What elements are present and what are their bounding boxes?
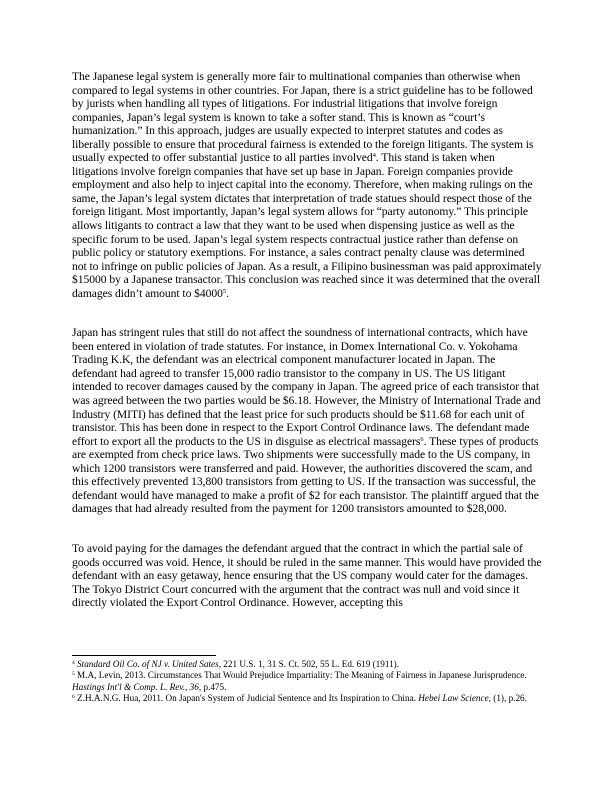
- footnote-ref-5[interactable]: 5: [222, 287, 227, 295]
- footnote-ref-4[interactable]: 4: [372, 152, 376, 160]
- footnote-number: 6: [72, 693, 75, 700]
- journal-title: Hastings Int'l & Comp. L. Rev.: [72, 681, 186, 692]
- footnote-text: Z.H.A.N.G. Hua, 2011. On Japan's System of Judicial Sentence and Its Inspiration to China.: [74, 692, 419, 703]
- footnote-text: ,: [185, 681, 190, 692]
- paragraph-legal-system: [72, 70, 542, 300]
- journal-title: Hebei Law Science: [418, 692, 489, 703]
- paragraph-text: .: [226, 286, 229, 300]
- paragraph-text: . These types of products are exempted from check price laws. Two shipments were successfully made to the US company, in which 1200 transistors were transferred and paid. However, the authorities discovered the scam, and this effectively prevented 13,800 transistors from getting to US. If the transaction was successful, the defendant would have managed to make a profit of $2 for each transistor. The plaintiff argued that the damages that had already resulted from the payment for 1200 transistors amounted to $28,000.: [72, 434, 539, 516]
- paragraph-text: To avoid paying for the damages the defendant argued that the contract in which the partial sale of goods occurred was void. Hence, it should be ruled in the same manner. This would have provided the defendant with an easy getaway, hence ensuring that the US company would cater for the damages. The Tokyo District Court concurred with the argument that the contract was null and void since it directly violated the Export Control Ordinance. However, accepting this: [72, 541, 542, 610]
- footnote-4: [72, 659, 542, 670]
- paragraph-defendant-argument: [72, 542, 542, 610]
- footnote-text: , (1), p.26.: [488, 692, 527, 703]
- paragraph-spacer: [72, 300, 542, 326]
- footnote-number: 5: [72, 671, 75, 678]
- footnote-separator: [72, 655, 216, 656]
- footnote-6: [72, 693, 542, 704]
- paragraph-text: Japan has stringent rules that still do not affect the soundness of international contracts, which have been entered in violation of trade statutes. For instance, in Domex International Co. v. Yokohama Trading K.K, the defendant was an electrical component manufacturer located in Japan. The defendant had agreed to transfer 15,000 radio transistor to the company in US. The US litigant intended to recover damages caused by the company in Japan. The agreed price of each transistor that was agreed between the two parties would be $6.18. However, the Ministry of International Trade and Industry (MITI) has defined that the least price for such products should be $11.68 for each unit of transistor. This has been done in respect to the Export Control Ordinance laws. The defendant made effort to export all the products to the US in disguise as electrical massagers: [72, 326, 541, 448]
- footnotes: [72, 655, 542, 704]
- body-text: [72, 70, 542, 610]
- paragraph-spacer: [72, 516, 542, 542]
- footnote-number: 4: [72, 660, 75, 666]
- paragraph-text: The Japanese legal system is generally more fair to multinational companies than otherwise when compared to legal systems in other countries. For Japan, there is a strict guideline has to be followed by jurists when handling all types of litigations. For industrial litigations that involve foreign companies, Japan’s legal system is known to take a softer stand. This is known as “court’s humanization.” In this approach, judges are usually expected to interpret statutes and codes as liberally possible to ensure that procedural fairness is extended to the foreign litigants. The system is usually expected to offer substantial justice to all parties involved: [72, 70, 534, 165]
- paragraph-text: . This stand is taken when litigations involve foreign companies that have set up base in Japan. Foreign companies provide employment and also help to inject capital into the economy. Therefore, when making rulings on the same, the Japan’s legal system dictates that interpretation of trade statues should respect those of the foreign litigant. Most importantly, Japan’s legal system allows for “party autonomy.” This principle allows litigants to contract a law that they want to be used when dispensing justice as well as the specific forum to be used. Japan’s legal system respects contractual justice rather than defense on public policy or statutory exemptions. For instance, a sales contract penalty clause was determined not to infringe on public policies of Japan. As a result, a Filipino businessman was paid approximately $15000 by a Japanese transactor. This conclusion was reached since it was determined that the overall damages didn’t amount to $4000: [72, 151, 542, 300]
- case-name: Standard Oil Co. of NJ v. United Sates: [77, 659, 219, 669]
- paragraph-domex-case: [72, 326, 542, 516]
- footnote-5: [72, 670, 542, 693]
- footnote-ref-6[interactable]: 6: [420, 435, 424, 443]
- journal-volume: 36: [189, 681, 199, 692]
- footnote-text: , p.475.: [198, 681, 227, 692]
- footnote-text: M.A, Levin, 2013. Circumstances That Would Prejudice Impartiality: The Meaning of Fairness in Japanese Jurisprudence.: [74, 670, 527, 681]
- footnote-text: , 221 U.S. 1, 31 S. Ct. 502, 55 L. Ed. 619 (1911).: [218, 659, 400, 669]
